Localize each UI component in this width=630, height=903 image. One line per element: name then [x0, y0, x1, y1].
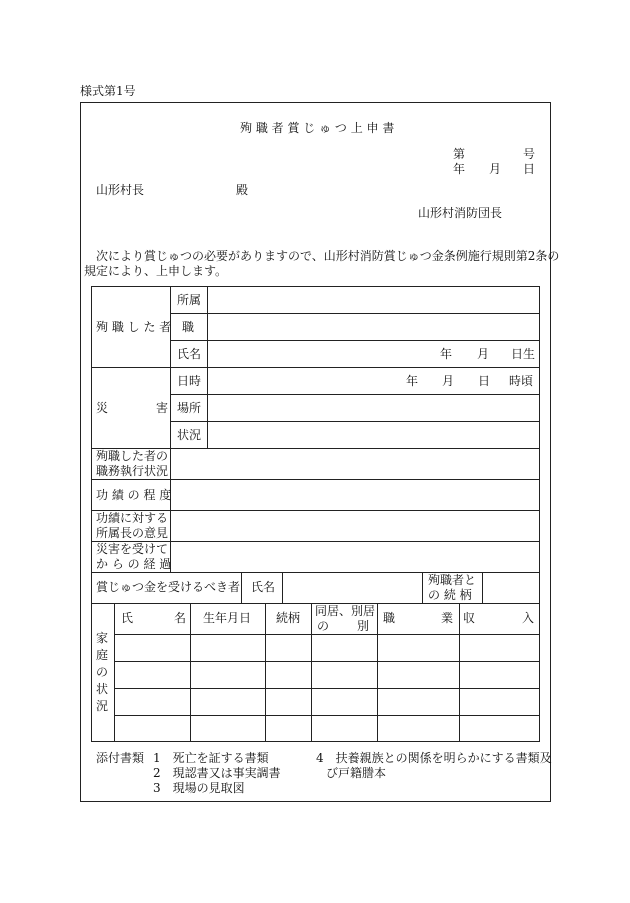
family-side-1: 家 — [96, 631, 109, 645]
deceased-label: 殉 職 し た 者 — [96, 320, 172, 334]
rule — [91, 367, 540, 368]
rule — [377, 603, 378, 742]
disaster-day: 日 — [478, 374, 491, 388]
doc-no-dai: 第 — [453, 147, 466, 161]
situation-label: 状況 — [177, 428, 202, 442]
family-side-3: の — [96, 665, 109, 679]
rule — [422, 572, 423, 603]
family-side-4: 状 — [96, 682, 109, 696]
sender: 山形村消防団長 — [418, 206, 503, 220]
merit-label: 功 績 の 程 度 — [96, 488, 172, 502]
disaster-month: 月 — [442, 374, 455, 388]
rule — [114, 715, 540, 716]
rule — [282, 572, 283, 603]
rule — [114, 634, 540, 635]
form-number: 様式第1号 — [80, 84, 136, 98]
attachment-item-4b: び戸籍謄本 — [326, 766, 387, 780]
family-header-cohab-2b: 別 — [357, 619, 370, 633]
rule — [114, 661, 540, 662]
body-line-1: 次により賞じゅつの必要がありますので、山形村消防賞じゅつ金条例施行規則第2条の — [96, 249, 560, 263]
attachment-item-2: 2 現認書又は事実調書 — [153, 766, 281, 780]
date-month: 月 — [489, 162, 502, 176]
place-label: 場所 — [177, 401, 202, 415]
family-header-job-a: 職 — [383, 611, 396, 625]
post-label: 職 — [182, 320, 195, 334]
process-label-1: 災害を受けて — [96, 542, 169, 556]
rule — [311, 603, 312, 742]
family-header-income-a: 収 — [463, 611, 476, 625]
birth-day: 日生 — [511, 347, 536, 361]
family-header-name-b: 名 — [174, 611, 187, 625]
recipient-name-label: 氏名 — [251, 580, 276, 594]
family-header-cohab-2a: の — [317, 619, 330, 633]
family-header-cohab-1: 同居、別居 — [315, 604, 376, 618]
process-label-2: か ら の 経 過 — [96, 557, 172, 571]
birth-month: 月 — [477, 347, 490, 361]
birth-year: 年 — [440, 347, 453, 361]
affiliation-label: 所属 — [177, 293, 202, 307]
rule — [207, 286, 208, 448]
name-label: 氏名 — [177, 347, 202, 361]
datetime-label: 日時 — [177, 374, 202, 388]
opinion-label-1: 功績に対する — [96, 511, 169, 525]
relation-label-1: 殉職者と — [428, 573, 477, 587]
duty-label-1: 殉職した者の — [96, 449, 169, 463]
honorific: 殿 — [236, 183, 249, 197]
attachment-item-3: 3 現場の見取図 — [153, 781, 245, 795]
rule — [459, 603, 460, 742]
disaster-year: 年 — [406, 374, 419, 388]
rule — [170, 448, 171, 572]
family-header-name-a: 氏 — [121, 611, 134, 625]
form-title: 殉 職 者 賞 じ ゅ つ 上 申 書 — [240, 121, 395, 135]
family-header-relation: 続柄 — [276, 611, 301, 625]
duty-label-2: 職務執行状況 — [96, 464, 169, 478]
attachments-label: 添付書類 — [96, 751, 145, 765]
recipient-label: 賞じゅつ金を受けるべき者 — [96, 580, 241, 594]
addressee: 山形村長 — [96, 183, 145, 197]
family-header-income-b: 入 — [522, 611, 535, 625]
rule — [114, 688, 540, 689]
family-side-2: 庭 — [96, 648, 109, 662]
body-line-2: 規定により、上申します。 — [84, 264, 228, 278]
rule — [170, 340, 540, 341]
doc-no-go: 号 — [523, 147, 536, 161]
rule — [170, 421, 540, 422]
rule — [170, 394, 540, 395]
rule — [170, 313, 540, 314]
relation-label-2: の 続 柄 — [428, 588, 472, 602]
rule — [114, 603, 115, 742]
attachment-item-1: 1 死亡を証する書類 — [153, 751, 269, 765]
rule — [265, 603, 266, 742]
disaster-hour: 時頃 — [509, 374, 534, 388]
family-side-5: 況 — [96, 699, 109, 713]
opinion-label-2: 所属長の意見 — [96, 526, 169, 540]
disaster-label-a: 災 — [96, 401, 109, 415]
disaster-label-b: 害 — [156, 401, 169, 415]
rule — [91, 479, 540, 480]
rule — [482, 572, 483, 603]
date-year: 年 — [453, 162, 466, 176]
family-header-job-b: 業 — [441, 611, 454, 625]
family-header-birth: 生年月日 — [203, 611, 252, 625]
date-day: 日 — [523, 162, 536, 176]
attachment-item-4a: 4 扶養親族との関係を明らかにする書類及 — [316, 751, 552, 765]
rule — [190, 603, 191, 742]
rule — [241, 572, 242, 603]
rule — [170, 286, 171, 448]
